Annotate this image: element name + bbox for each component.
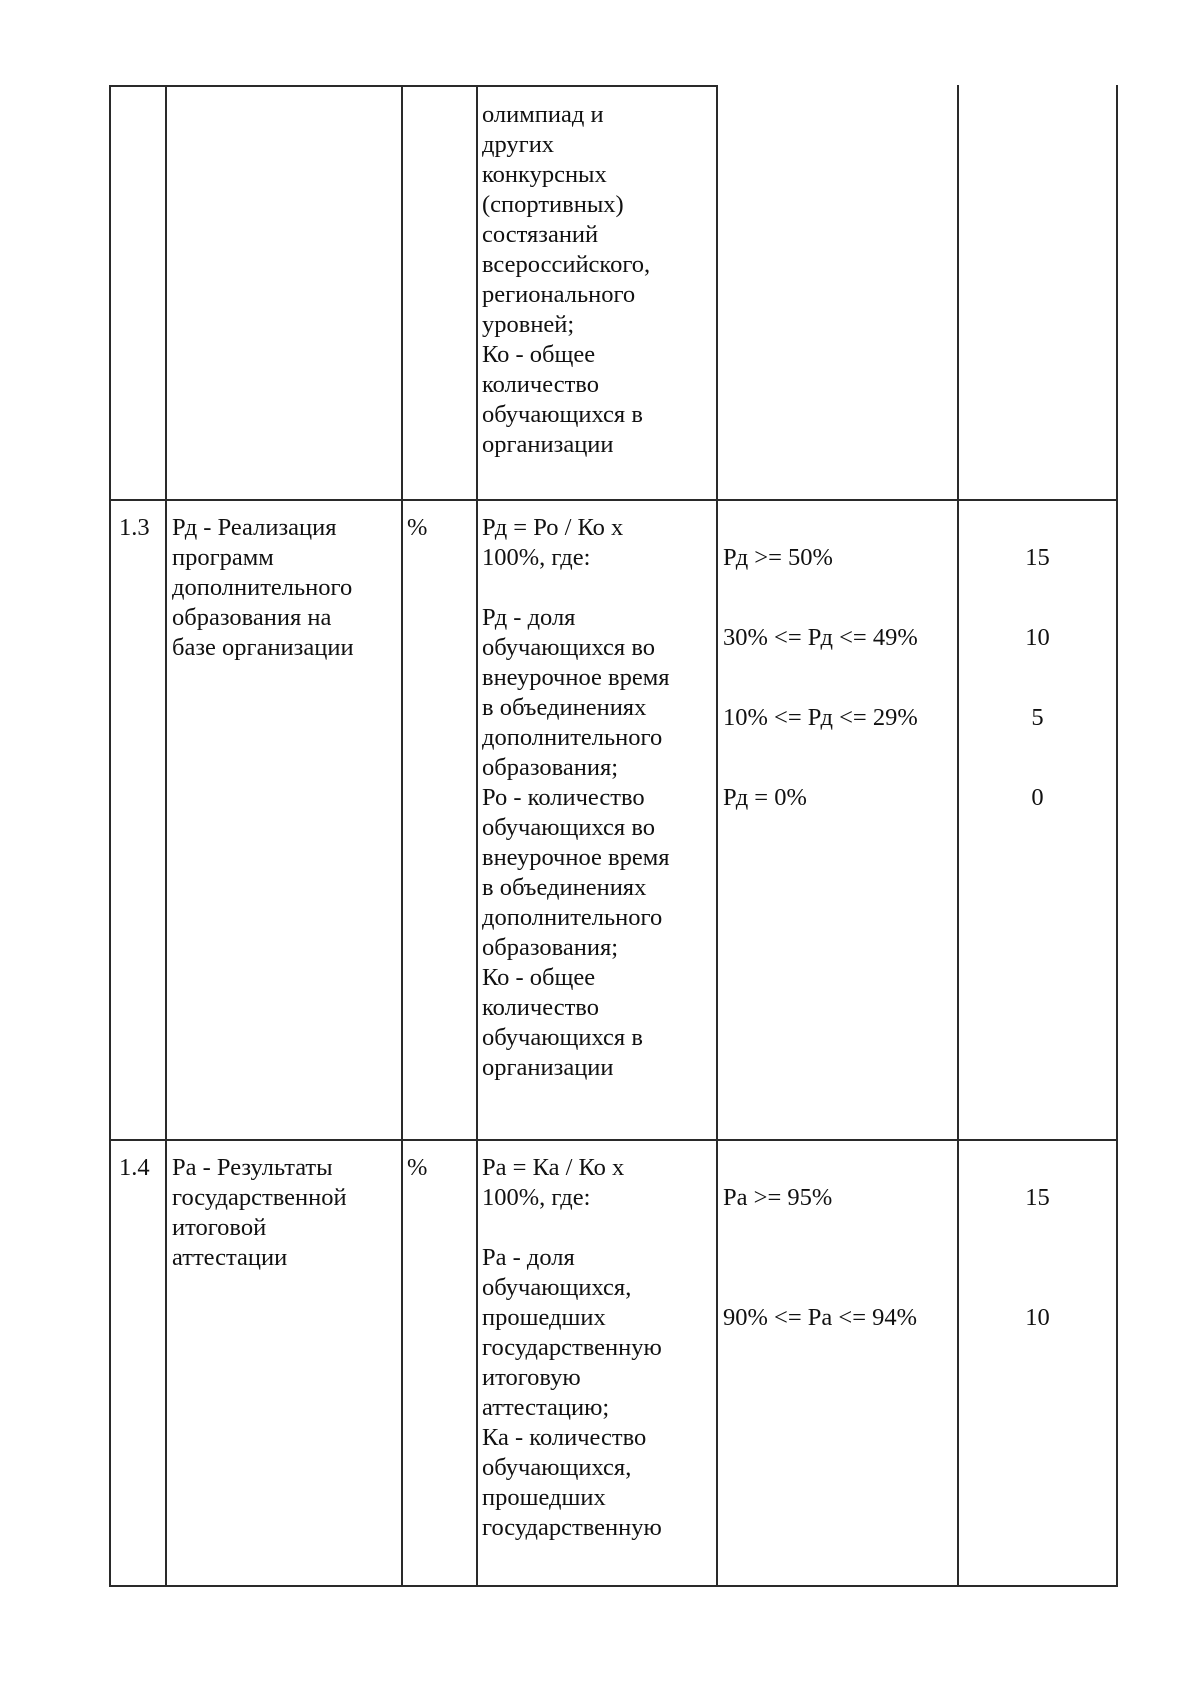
formula-cell: олимпиад и других конкурсных (спортивных) состязаний всероссийского, регионального уровней; Ко - общее количество обучающихся в организации	[482, 101, 651, 458]
criterion-line: Рд >= 50%	[723, 544, 833, 571]
criterion-line: 90% <= Ра <= 94%	[723, 1304, 918, 1331]
score-value: 15	[1025, 544, 1050, 571]
score-value: 10	[1025, 624, 1050, 651]
score-value: 10	[1025, 1304, 1050, 1331]
indicator-cell: Ра - Результаты государственной итоговой аттестации	[172, 1154, 347, 1271]
criterion-line	[723, 1243, 917, 1273]
unit-cell: %	[407, 514, 428, 541]
criterion-line: Ра >= 95%	[723, 1184, 833, 1211]
formula-cell: Рд = Ро / Ко x 100%, где: Рд - доля обучающихся во внеурочное время в объединениях дополнительного образования; Ро - количество обучающихся во внеурочное время в объединениях дополнительного образования; Ко - общее количество обучающихся в организации	[482, 514, 670, 1081]
table-border-bottom	[109, 1585, 1118, 1587]
score-cell	[959, 1153, 1116, 1363]
table-divider-unit	[476, 85, 478, 1587]
criterion-line: 30% <= Рд <= 49%	[723, 624, 918, 651]
table-border-left	[109, 85, 111, 1587]
criteria-cell	[723, 513, 918, 863]
table-divider-num	[165, 85, 167, 1587]
row-number: 1.3	[119, 514, 150, 541]
score-cell	[959, 513, 1116, 863]
score-value: 15	[1025, 1184, 1050, 1211]
criterion-line: 10% <= Рд <= 29%	[723, 704, 918, 731]
row-divider-2	[109, 1139, 1118, 1141]
table-border-top	[109, 85, 718, 87]
score-value: 5	[1031, 704, 1044, 731]
score-value: 0	[1031, 784, 1044, 811]
indicator-cell: Рд - Реализация программ дополнительного образования на базе организации	[172, 514, 354, 661]
table-divider-formula	[716, 85, 718, 1587]
unit-cell: %	[407, 1154, 428, 1181]
table-border-right	[1116, 85, 1118, 1587]
table-divider-indicator	[401, 85, 403, 1587]
criterion-line: Рд = 0%	[723, 784, 807, 811]
score-value	[959, 1243, 1116, 1273]
formula-cell: Ра = Ка / Ко x 100%, где: Ра - доля обучающихся, прошедших государственную итоговую аттестацию; Ка - количество обучающихся, прошедших государственную	[482, 1154, 662, 1541]
row-number: 1.4	[119, 1154, 150, 1181]
criteria-cell	[723, 1153, 917, 1363]
row-divider-1	[109, 499, 1118, 501]
